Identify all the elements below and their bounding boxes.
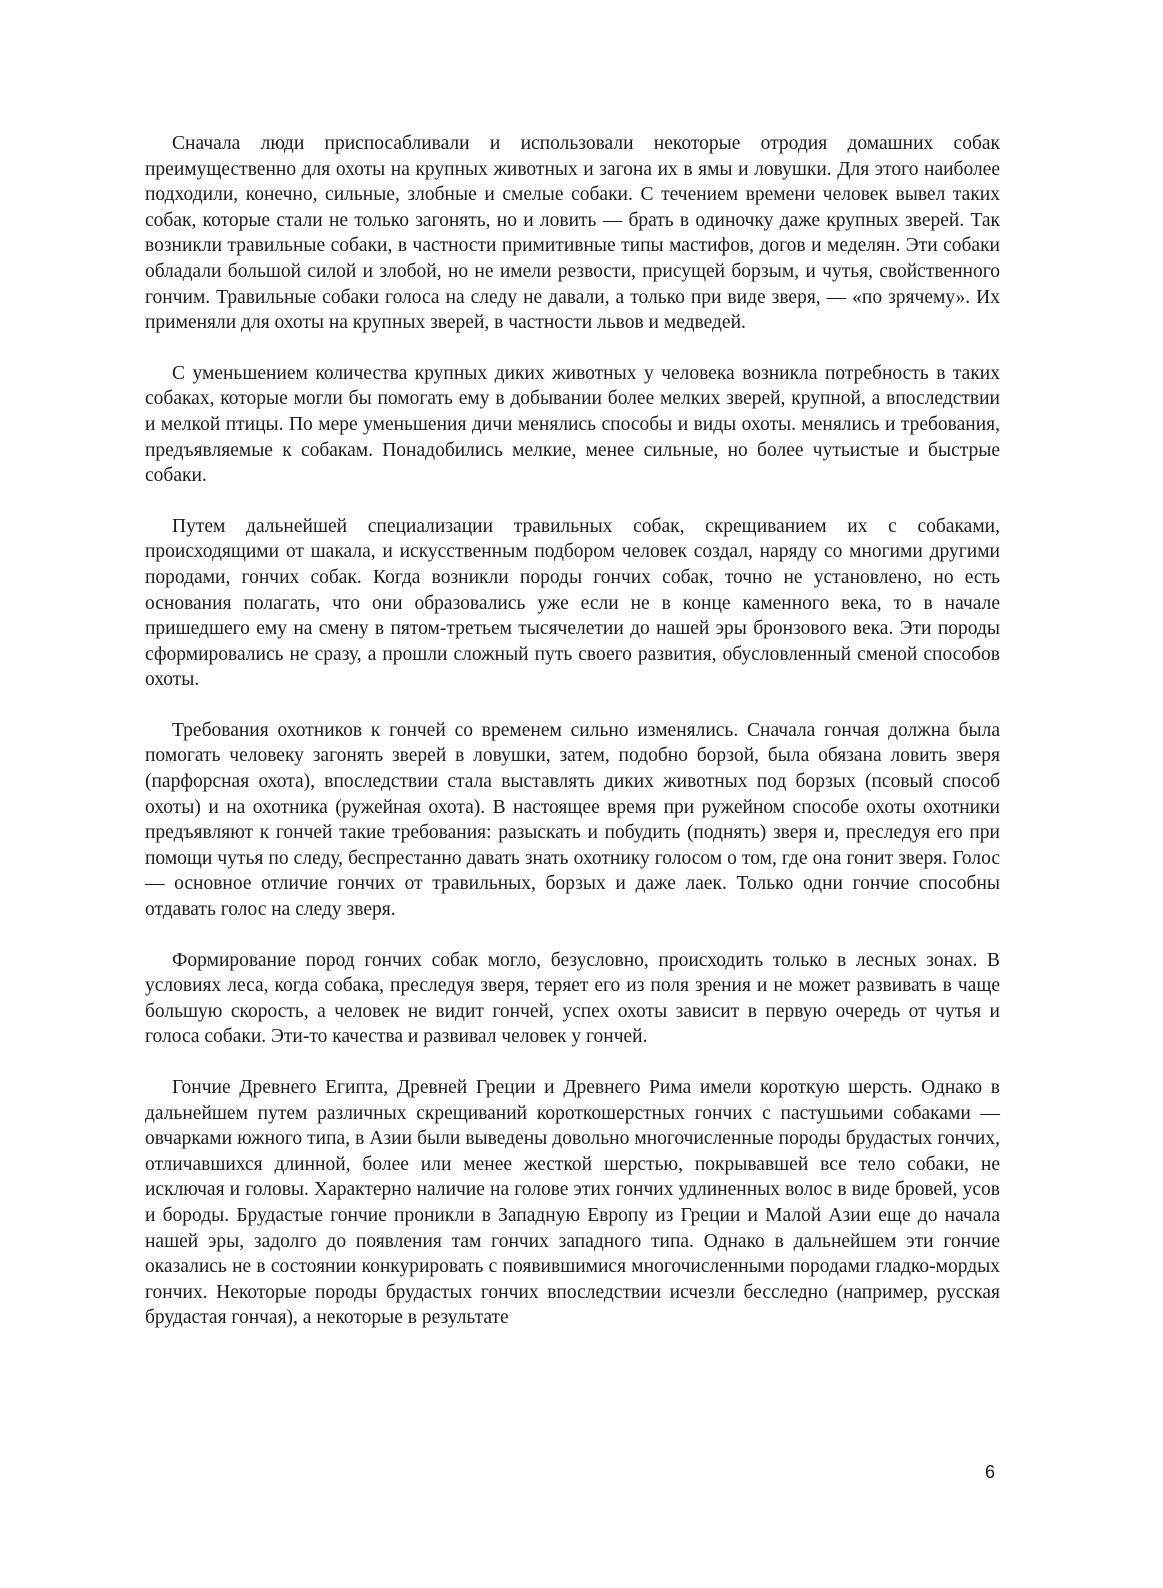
body-text — [145, 131, 1000, 1356]
paragraph: Путем дальнейшей специализации травильных собак, скрещиванием их с собаками, происходящими от шакала, и искусственным подбором человек создал, наряду со многими другими породами, гончих собак. Когда возникли породы гончих собак, точно не установлено, но есть основания полагать, что они образовались уже если не в конце каменного века, то в начале пришедшего ему на смену в пятом-третьем тысячелетии до нашей эры бронзового века. Эти породы сформировались не сразу, а прошли сложный путь своего развития, обусловленный сменой способов охоты. — [145, 515, 1000, 691]
paragraph: Гончие Древнего Египта, Древней Греции и Древнего Рима имели короткую шерсть. Однако в дальнейшем путем различных скрещиваний короткошерстных гончих с пастушьими собаками — овчарками южного типа, в Азии были выведены довольно многочисленные породы брудастых гончих, отличавшихся длинной, более или менее жесткой шерстью, покрывавшей все тело собаки, не исключая и головы. Характерно наличие на голове этих гончих удлиненных волос в виде бровей, усов и бороды. Брудастые гончие проникли в Западную Европу из Греции и Малой Азии еще до начала нашей эры, задолго до появления там гончих западного типа. Однако в дальнейшем эти гончие оказались не в состоянии конкурировать с появившимися многочисленными породами гладко-мордых гончих. Некоторые породы брудастых гончих впоследствии исчезли бесследно (например, русская брудастая гончая), а некоторые в результате — [145, 1077, 1000, 1329]
paragraph: Требования охотников к гончей со временем сильно изменялись. Сначала гончая должна была помогать человеку загонять зверей в ловушки, затем, подобно борзой, была обязана ловить зверя (парфорсная охота), впоследствии стала выставлять диких животных под борзых (псовый способ охоты) и на охотника (ружейная охота). В настоящее время при ружейном способе охоты охотники предъявляют к гончей такие требования: разыскать и побудить (поднять) зверя и, преследуя его при помощи чутья по следу, беспрестанно давать знать охотнику голосом о том, где она гонит зверя. Голос — основное отличие гончих от травильных, борзых и даже лаек. Только одни гончие способны отдавать голос на следу зверя. — [145, 719, 1000, 921]
page-number: 6 — [985, 1462, 996, 1482]
paragraph: Сначала люди приспосабливали и использовали некоторые отродия домашних собак преимущественно для охоты на крупных животных и загона их в ямы и ловушки. Для этого наиболее подходили, конечно, сильные, злобные и смелые собаки. С течением времени человек вывел таких собак, которые стали не только загонять, но и ловить — брать в одиночку даже крупных зверей. Так возникли травильные собаки, в частности примитивные типы мастифов, догов и меделян. Эти собаки обладали большой силой и злобой, но не имели резвости, присущей борзым, и чутья, свойственного гончим. Травильные собаки голоса на следу не давали, а только при виде зверя, — «по зрячему». Их применяли для охоты на крупных зверей, в частности львов и медведей. — [145, 133, 1000, 334]
paragraph: С уменьшением количества крупных диких животных у человека возникла потребность в таких собаках, которые могли бы помогать ему в добывании более мелких зверей, крупной, а впоследствии и мелкой птицы. По мере уменьшения дичи менялись способы и виды охоты. менялись и требования, предъявляемые к собакам. Понадобились мелкие, менее сильные, но более чутьистые и быстрые собаки. — [145, 362, 1000, 487]
paragraph: Формирование пород гончих собак могло, безусловно, происходить только в лесных зонах. В условиях леса, когда собака, преследуя зверя, теряет его из поля зрения и не может развивать в чаще большую скорость, а человек не видит гончей, успех охоты зависит в первую очередь от чутья и голоса собаки. Эти-то качества и развивал человек у гончей. — [145, 949, 1000, 1048]
